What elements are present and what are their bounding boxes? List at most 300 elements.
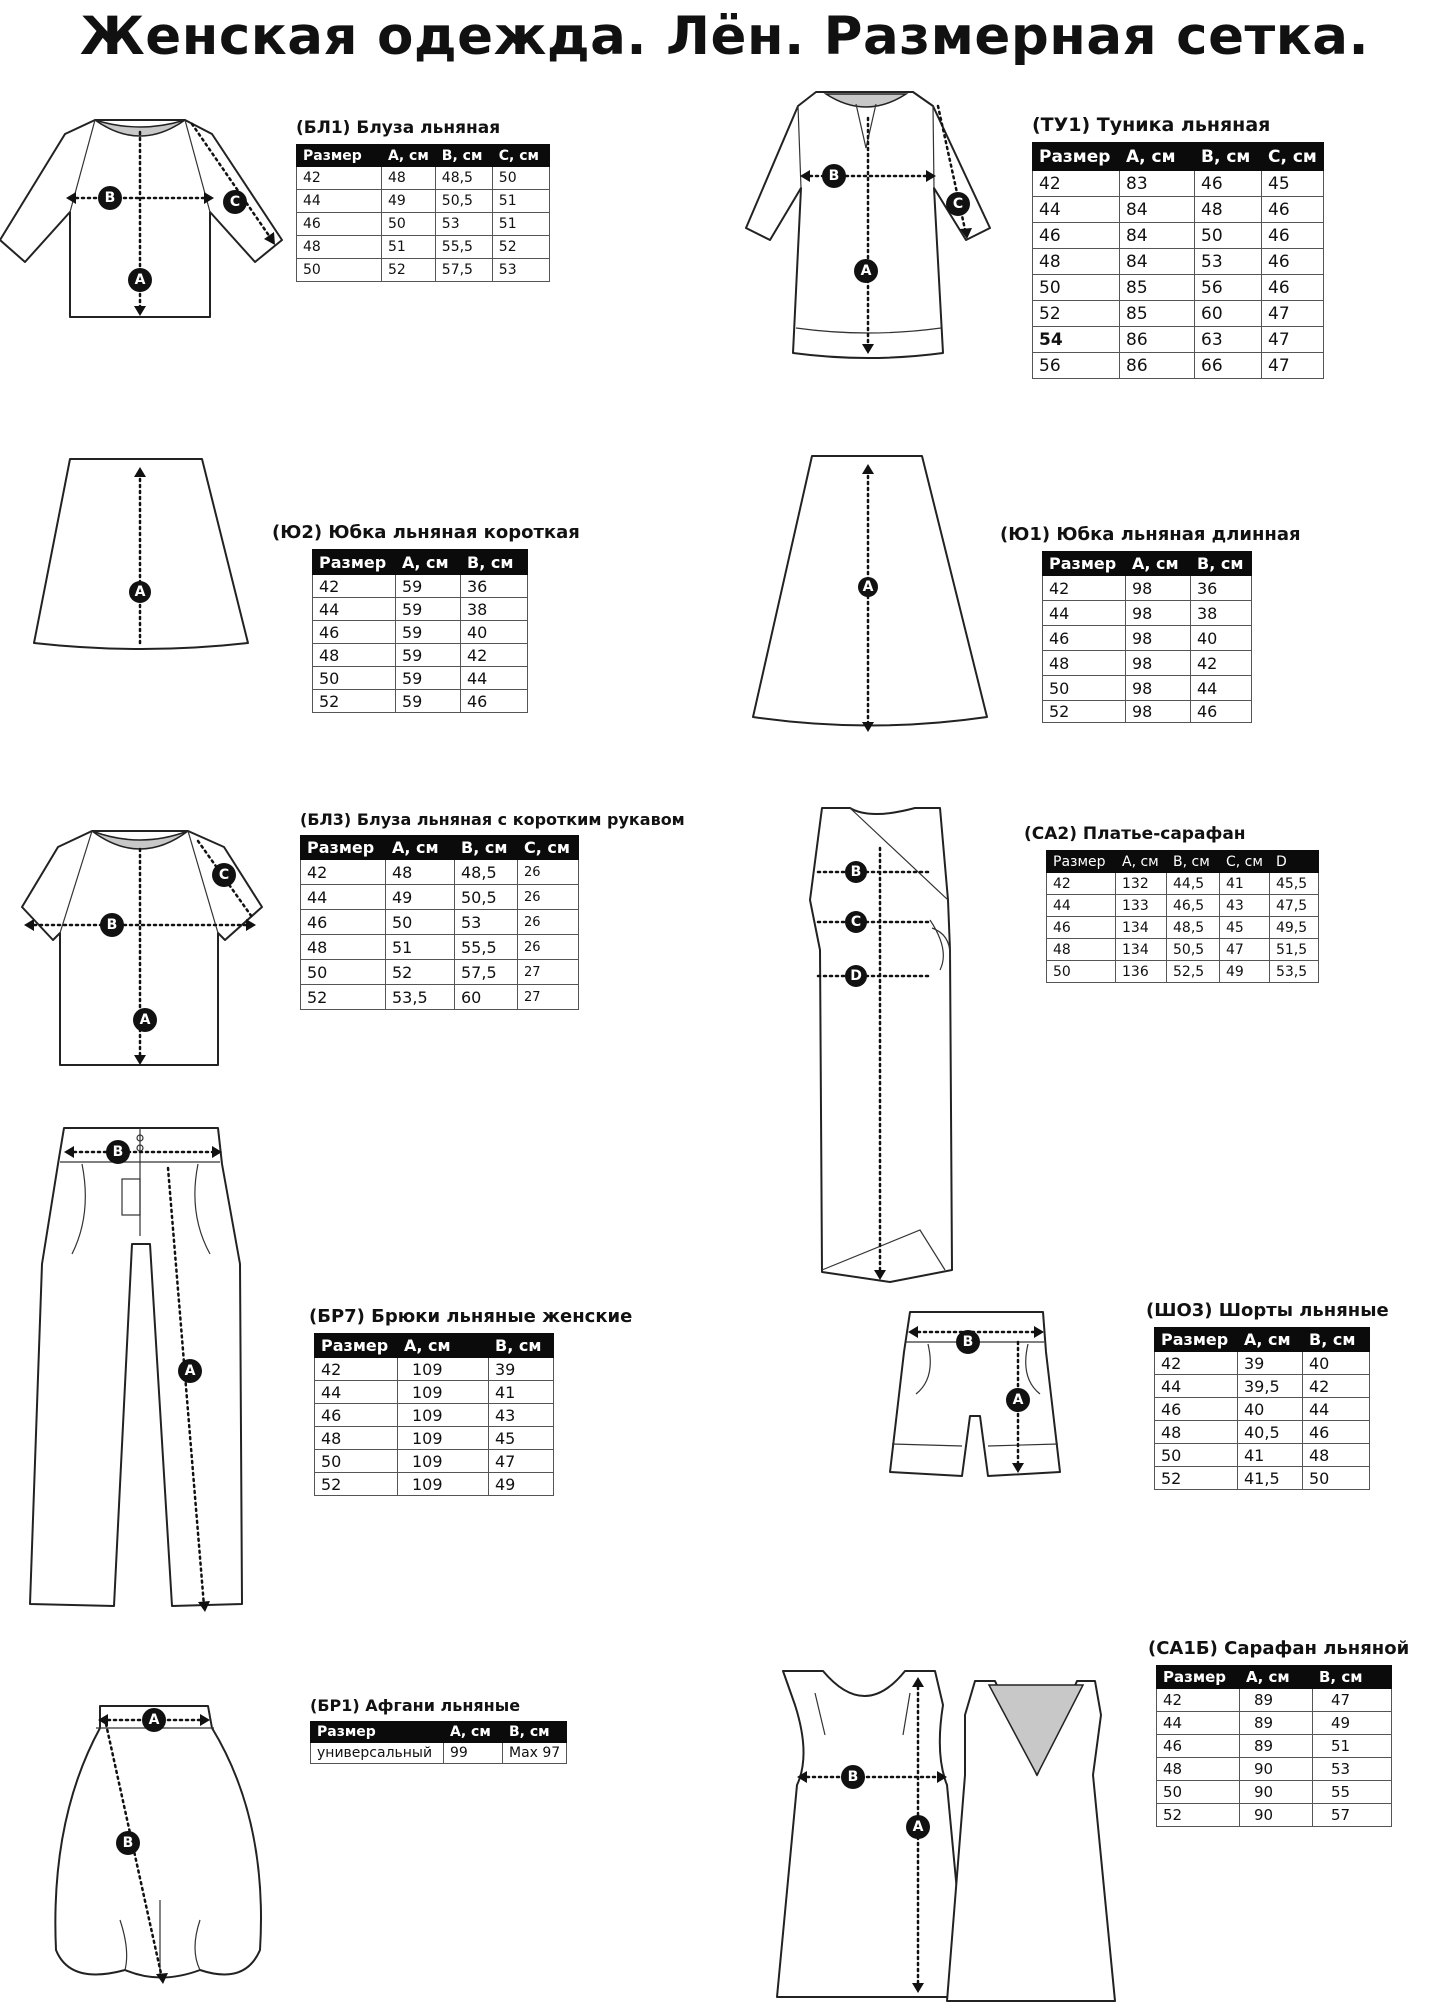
table-row <box>1033 353 1324 379</box>
table-row <box>313 575 528 598</box>
cell-c: 45 <box>1262 171 1324 197</box>
table-row <box>1157 1758 1392 1781</box>
block-title: (ШО3) Шорты льняные <box>1146 1300 1389 1321</box>
block-title: (БР7) Брюки льняные женские <box>309 1306 633 1327</box>
header-b: В, см <box>1313 1666 1392 1689</box>
block-yu2 <box>272 522 580 713</box>
cell-b: 40 <box>1303 1352 1370 1375</box>
cell-size: 48 <box>1033 249 1120 275</box>
cell-d: 47,5 <box>1269 895 1318 917</box>
size-table-yu2 <box>312 549 528 713</box>
table-row <box>311 1743 567 1764</box>
measure-marker-letter: A <box>860 263 872 279</box>
block-title: (СА2) Платье-сарафан <box>1024 824 1246 844</box>
block-title: (БР1) Афгани льняные <box>310 1696 521 1715</box>
cell-size: 46 <box>1033 223 1120 249</box>
cell-a: 98 <box>1126 651 1191 676</box>
cell-b: 53 <box>1195 249 1262 275</box>
cell-c: 47 <box>1262 327 1324 353</box>
measure-marker-b <box>116 1831 140 1855</box>
block-br7 <box>309 1306 632 1496</box>
table-row <box>1155 1352 1370 1375</box>
block-bl1 <box>296 118 550 282</box>
measure-marker-b <box>822 164 846 188</box>
cell-b: 66 <box>1195 353 1262 379</box>
measure-marker-b <box>100 913 124 937</box>
cell-size: 42 <box>1157 1689 1240 1712</box>
cell-size: 52 <box>313 690 396 713</box>
cell-a: 86 <box>1120 327 1195 353</box>
cell-size: 48 <box>1043 651 1126 676</box>
cell-c: 47 <box>1220 939 1270 961</box>
header-a: А, см <box>398 1334 489 1358</box>
cell-a: 89 <box>1240 1735 1313 1758</box>
page-title: Женская одежда. Лён. Размерная сетка. <box>79 6 1370 67</box>
table-row <box>1155 1444 1370 1467</box>
table-row <box>297 259 550 282</box>
measure-marker-letter: A <box>184 1363 196 1379</box>
table-row <box>1157 1781 1392 1804</box>
measure-marker-letter: C <box>952 196 964 212</box>
table-row <box>313 644 528 667</box>
table-row <box>1043 601 1252 626</box>
cell-size: 44 <box>1155 1375 1238 1398</box>
size-table-sho3 <box>1154 1327 1370 1490</box>
cell-c: 27 <box>518 985 579 1010</box>
cell-a: 59 <box>396 667 461 690</box>
cell-c: 47 <box>1262 353 1324 379</box>
cell-c: 26 <box>518 910 579 935</box>
measure-marker-b <box>841 1765 865 1789</box>
cell-a: 109 <box>398 1404 489 1427</box>
cell-a: 51 <box>386 935 455 960</box>
block-bl3 <box>300 810 685 1010</box>
cell-b: 47 <box>1313 1689 1392 1712</box>
cell-d: 51,5 <box>1269 939 1318 961</box>
cell-c: 49 <box>1220 961 1270 983</box>
table-row <box>1033 223 1324 249</box>
cell-a: 134 <box>1116 939 1167 961</box>
table-row <box>1043 676 1252 701</box>
cell-b: 48 <box>1303 1444 1370 1467</box>
measure-marker-letter: A <box>862 579 874 595</box>
cell-size: 52 <box>1033 301 1120 327</box>
size-table-yu1 <box>1042 551 1252 723</box>
cell-a: 109 <box>398 1358 489 1381</box>
cell-size: 42 <box>297 167 382 190</box>
cell-size: 50 <box>1033 275 1120 301</box>
table-row <box>315 1404 554 1427</box>
cell-a: 90 <box>1240 1804 1313 1827</box>
cell-size: 44 <box>1033 197 1120 223</box>
measure-marker-a <box>854 259 878 283</box>
block-title: (Ю2) Юбка льняная короткая <box>272 522 580 543</box>
blouse-bl1-drawing <box>0 112 290 327</box>
cell-a: 98 <box>1126 601 1191 626</box>
pants-br1-drawing <box>50 1700 270 1990</box>
header-a: А, см <box>1238 1328 1303 1352</box>
measure-marker-b <box>106 1140 130 1164</box>
measure-marker-letter: C <box>850 914 862 930</box>
cell-a: 39 <box>1238 1352 1303 1375</box>
cell-a: 133 <box>1116 895 1167 917</box>
cell-size: 44 <box>301 885 386 910</box>
cell-b: 48,5 <box>455 860 518 885</box>
cell-b: 38 <box>1191 601 1252 626</box>
cell-b: 48,5 <box>1167 917 1220 939</box>
cell-b: 44,5 <box>1167 873 1220 895</box>
cell-b: 46 <box>1191 701 1252 723</box>
cell-a: 98 <box>1126 676 1191 701</box>
table-row <box>1033 301 1324 327</box>
measure-marker-letter: B <box>122 1835 134 1851</box>
cell-b: 60 <box>455 985 518 1010</box>
cell-size: 46 <box>1157 1735 1240 1758</box>
cell-b: 39 <box>489 1358 554 1381</box>
cell-c: 45 <box>1220 917 1270 939</box>
measure-marker-d <box>845 965 867 987</box>
cell-a: 41 <box>1238 1444 1303 1467</box>
sundress-sa1b-drawing <box>775 1665 1120 2005</box>
header-c: С, см <box>518 836 579 860</box>
measure-marker-a <box>178 1359 202 1383</box>
cell-a: 132 <box>1116 873 1167 895</box>
cell-b: 57,5 <box>455 960 518 985</box>
cell-size: 46 <box>297 213 382 236</box>
header-size: Размер <box>301 836 386 860</box>
header-size: Размер <box>1155 1328 1238 1352</box>
cell-size: 46 <box>1155 1398 1238 1421</box>
table-row <box>1047 873 1319 895</box>
cell-c: 43 <box>1220 895 1270 917</box>
table-row <box>315 1381 554 1404</box>
cell-b: 49 <box>489 1473 554 1496</box>
cell-a: 51 <box>382 236 436 259</box>
cell-size: 56 <box>1033 353 1120 379</box>
cell-size: 52 <box>301 985 386 1010</box>
cell-b: 49 <box>1313 1712 1392 1735</box>
table-row <box>1157 1712 1392 1735</box>
header-c: С, см <box>1220 851 1270 873</box>
cell-size: 42 <box>315 1358 398 1381</box>
size-table-sa1b <box>1156 1665 1392 1827</box>
block-title: (Ю1) Юбка льняная длинная <box>1000 524 1301 545</box>
table-row <box>315 1427 554 1450</box>
cell-size: 46 <box>301 910 386 935</box>
size-table-sa2 <box>1046 850 1319 983</box>
cell-size: 48 <box>1047 939 1116 961</box>
cell-b: 44 <box>461 667 528 690</box>
cell-size: 46 <box>1047 917 1116 939</box>
cell-size: 50 <box>297 259 382 282</box>
header-a: А, см <box>1126 552 1191 576</box>
cell-b: 42 <box>1191 651 1252 676</box>
cell-b: 46 <box>1195 171 1262 197</box>
header-size: Размер <box>313 550 396 575</box>
header-b: В, см <box>1195 143 1262 171</box>
measure-marker-a <box>1006 1388 1030 1412</box>
block-tu1 <box>1032 114 1324 379</box>
cell-size: 52 <box>1043 701 1126 723</box>
cell-a: 109 <box>398 1427 489 1450</box>
block-title: (БЛ3) Блуза льняная с коротким рукавом <box>300 810 685 829</box>
header-size: Размер <box>1043 552 1126 576</box>
cell-d: 49,5 <box>1269 917 1318 939</box>
cell-b: 50,5 <box>455 885 518 910</box>
cell-b: 42 <box>1303 1375 1370 1398</box>
table-row <box>1155 1467 1370 1490</box>
cell-b: 40 <box>461 621 528 644</box>
cell-size: 48 <box>1157 1758 1240 1781</box>
cell-size: 50 <box>1043 676 1126 701</box>
table-row <box>313 621 528 644</box>
table-row <box>297 213 550 236</box>
cell-size: 44 <box>1043 601 1126 626</box>
cell-b: Max 97 <box>503 1743 567 1764</box>
cell-size: 50 <box>301 960 386 985</box>
header-b: В, см <box>461 550 528 575</box>
cell-d: 53,5 <box>1269 961 1318 983</box>
table-row <box>301 885 579 910</box>
measure-marker-letter: B <box>828 168 840 184</box>
cell-c: 46 <box>1262 197 1324 223</box>
cell-a: 109 <box>398 1381 489 1404</box>
table-row <box>1155 1421 1370 1444</box>
cell-b: 53 <box>455 910 518 935</box>
header-b: В, см <box>1191 552 1252 576</box>
table-row <box>297 236 550 259</box>
header-b: В, см <box>503 1722 567 1743</box>
block-sa2 <box>1024 824 1319 983</box>
cell-size: 48 <box>297 236 382 259</box>
cell-a: 86 <box>1120 353 1195 379</box>
cell-b: 53 <box>1313 1758 1392 1781</box>
cell-size: 48 <box>301 935 386 960</box>
dress-sa2-drawing <box>800 800 960 1300</box>
cell-size: 44 <box>315 1381 398 1404</box>
cell-size: 50 <box>315 1450 398 1473</box>
cell-size: 42 <box>1155 1352 1238 1375</box>
cell-a: 49 <box>382 190 436 213</box>
table-row <box>313 598 528 621</box>
measure-marker-a <box>133 1008 157 1032</box>
block-title: (ТУ1) Туника льняная <box>1032 114 1271 136</box>
block-sa1b <box>1148 1638 1409 1827</box>
header-a: А, см <box>1116 851 1167 873</box>
cell-b: 44 <box>1303 1398 1370 1421</box>
size-table-bl1 <box>296 144 550 282</box>
measure-marker-letter: B <box>106 917 118 933</box>
cell-a: 85 <box>1120 275 1195 301</box>
measure-marker-letter: A <box>148 1712 160 1728</box>
cell-size: 42 <box>1043 576 1126 601</box>
cell-b: 63 <box>1195 327 1262 353</box>
cell-size: 42 <box>301 860 386 885</box>
cell-a: 41,5 <box>1238 1467 1303 1490</box>
header-d: D <box>1269 851 1318 873</box>
table-row <box>1033 327 1324 353</box>
measure-marker-a <box>128 268 152 292</box>
cell-a: 50 <box>386 910 455 935</box>
header-size: Размер <box>1047 851 1116 873</box>
cell-b: 43 <box>489 1404 554 1427</box>
header-a: А, см <box>396 550 461 575</box>
cell-b: 36 <box>1191 576 1252 601</box>
header-b: В, см <box>455 836 518 860</box>
cell-size: 46 <box>315 1404 398 1427</box>
measure-marker-c <box>212 863 236 887</box>
cell-b: 40 <box>1191 626 1252 651</box>
table-row <box>1047 961 1319 983</box>
table-row <box>301 910 579 935</box>
cell-a: 49 <box>386 885 455 910</box>
header-c: С, см <box>1262 143 1324 171</box>
cell-b: 45 <box>489 1427 554 1450</box>
table-row <box>1155 1375 1370 1398</box>
measure-marker-letter: A <box>912 1819 924 1835</box>
cell-b: 51 <box>1313 1735 1392 1758</box>
cell-b: 42 <box>461 644 528 667</box>
table-row <box>1043 576 1252 601</box>
block-title: (БЛ1) Блуза льняная <box>296 118 501 138</box>
cell-size: 42 <box>1047 873 1116 895</box>
cell-size: 50 <box>1157 1781 1240 1804</box>
cell-size: 50 <box>313 667 396 690</box>
cell-b: 41 <box>489 1381 554 1404</box>
shorts-sho3-drawing <box>888 1308 1063 1483</box>
cell-c: 26 <box>518 885 579 910</box>
cell-a: 53,5 <box>386 985 455 1010</box>
table-row <box>313 690 528 713</box>
measure-marker-b <box>956 1330 980 1354</box>
block-sho3 <box>1146 1300 1389 1490</box>
cell-a: 84 <box>1120 223 1195 249</box>
cell-b: 48,5 <box>435 167 492 190</box>
measure-marker-letter: A <box>139 1012 151 1028</box>
cell-d: 45,5 <box>1269 873 1318 895</box>
header-b: В, см <box>489 1334 554 1358</box>
cell-c: 52 <box>492 236 549 259</box>
block-br1 <box>310 1696 567 1764</box>
cell-size: 46 <box>1043 626 1126 651</box>
cell-a: 109 <box>398 1450 489 1473</box>
table-row <box>1033 171 1324 197</box>
size-table-bl3 <box>300 835 579 1010</box>
cell-b: 57,5 <box>435 259 492 282</box>
cell-size: 50 <box>1047 961 1116 983</box>
cell-size: 44 <box>297 190 382 213</box>
tunic-tu1-drawing <box>738 88 998 373</box>
cell-a: 89 <box>1240 1712 1313 1735</box>
table-row <box>313 667 528 690</box>
header-a: А, см <box>1120 143 1195 171</box>
cell-size: 52 <box>315 1473 398 1496</box>
cell-size: 52 <box>1157 1804 1240 1827</box>
cell-a: 98 <box>1126 576 1191 601</box>
cell-a: 84 <box>1120 249 1195 275</box>
header-size: Размер <box>297 145 382 167</box>
table-row <box>1033 197 1324 223</box>
cell-b: 44 <box>1191 676 1252 701</box>
skirt-yu2-drawing <box>30 455 255 655</box>
cell-size: 48 <box>313 644 396 667</box>
table-row <box>1155 1398 1370 1421</box>
cell-b: 46 <box>1303 1421 1370 1444</box>
cell-b: 57 <box>1313 1804 1392 1827</box>
measure-marker-letter: A <box>1012 1392 1024 1408</box>
cell-c: 46 <box>1262 249 1324 275</box>
cell-b: 46 <box>461 690 528 713</box>
header-a: А, см <box>386 836 455 860</box>
measure-marker-letter: C <box>218 867 230 883</box>
cell-c: 46 <box>1262 275 1324 301</box>
header-a: А, см <box>444 1722 503 1743</box>
cell-b: 36 <box>461 575 528 598</box>
measure-marker-c <box>845 911 867 933</box>
trousers-br7-drawing <box>22 1124 247 1614</box>
table-row <box>1043 651 1252 676</box>
cell-c: 47 <box>1262 301 1324 327</box>
header-size: Размер <box>315 1334 398 1358</box>
cell-a: 50 <box>382 213 436 236</box>
cell-a: 52 <box>382 259 436 282</box>
cell-b: 47 <box>489 1450 554 1473</box>
cell-a: 98 <box>1126 701 1191 723</box>
measure-marker-letter: B <box>850 864 862 880</box>
cell-a: 52 <box>386 960 455 985</box>
measure-marker-a <box>906 1815 930 1839</box>
cell-a: 59 <box>396 575 461 598</box>
cell-c: 53 <box>492 259 549 282</box>
measure-marker-letter: B <box>847 1769 859 1785</box>
measure-marker-letter: B <box>104 190 116 206</box>
cell-size: 48 <box>1155 1421 1238 1444</box>
cell-c: 26 <box>518 860 579 885</box>
cell-b: 55,5 <box>435 236 492 259</box>
table-row <box>1047 917 1319 939</box>
table-row <box>1157 1689 1392 1712</box>
measure-marker-letter: D <box>850 968 862 984</box>
cell-size: универсальный <box>311 1743 444 1764</box>
cell-c: 50 <box>492 167 549 190</box>
cell-a: 48 <box>382 167 436 190</box>
cell-a: 59 <box>396 621 461 644</box>
header-size: Размер <box>311 1722 444 1743</box>
cell-size: 50 <box>1155 1444 1238 1467</box>
table-row <box>315 1358 554 1381</box>
cell-b: 50 <box>1195 223 1262 249</box>
cell-b: 50,5 <box>435 190 492 213</box>
table-row <box>301 860 579 885</box>
header-b: В, см <box>435 145 492 167</box>
table-row <box>1033 249 1324 275</box>
cell-b: 50,5 <box>1167 939 1220 961</box>
cell-a: 39,5 <box>1238 1375 1303 1398</box>
cell-b: 46,5 <box>1167 895 1220 917</box>
cell-b: 55,5 <box>455 935 518 960</box>
header-a: А, см <box>382 145 436 167</box>
table-row <box>1047 895 1319 917</box>
cell-b: 55 <box>1313 1781 1392 1804</box>
cell-b: 50 <box>1303 1467 1370 1490</box>
table-row <box>315 1450 554 1473</box>
measure-marker-c <box>946 192 970 216</box>
cell-b: 38 <box>461 598 528 621</box>
cell-size: 54 <box>1033 327 1120 353</box>
measure-marker-letter: B <box>962 1334 974 1350</box>
table-row <box>1043 626 1252 651</box>
table-row <box>1047 939 1319 961</box>
